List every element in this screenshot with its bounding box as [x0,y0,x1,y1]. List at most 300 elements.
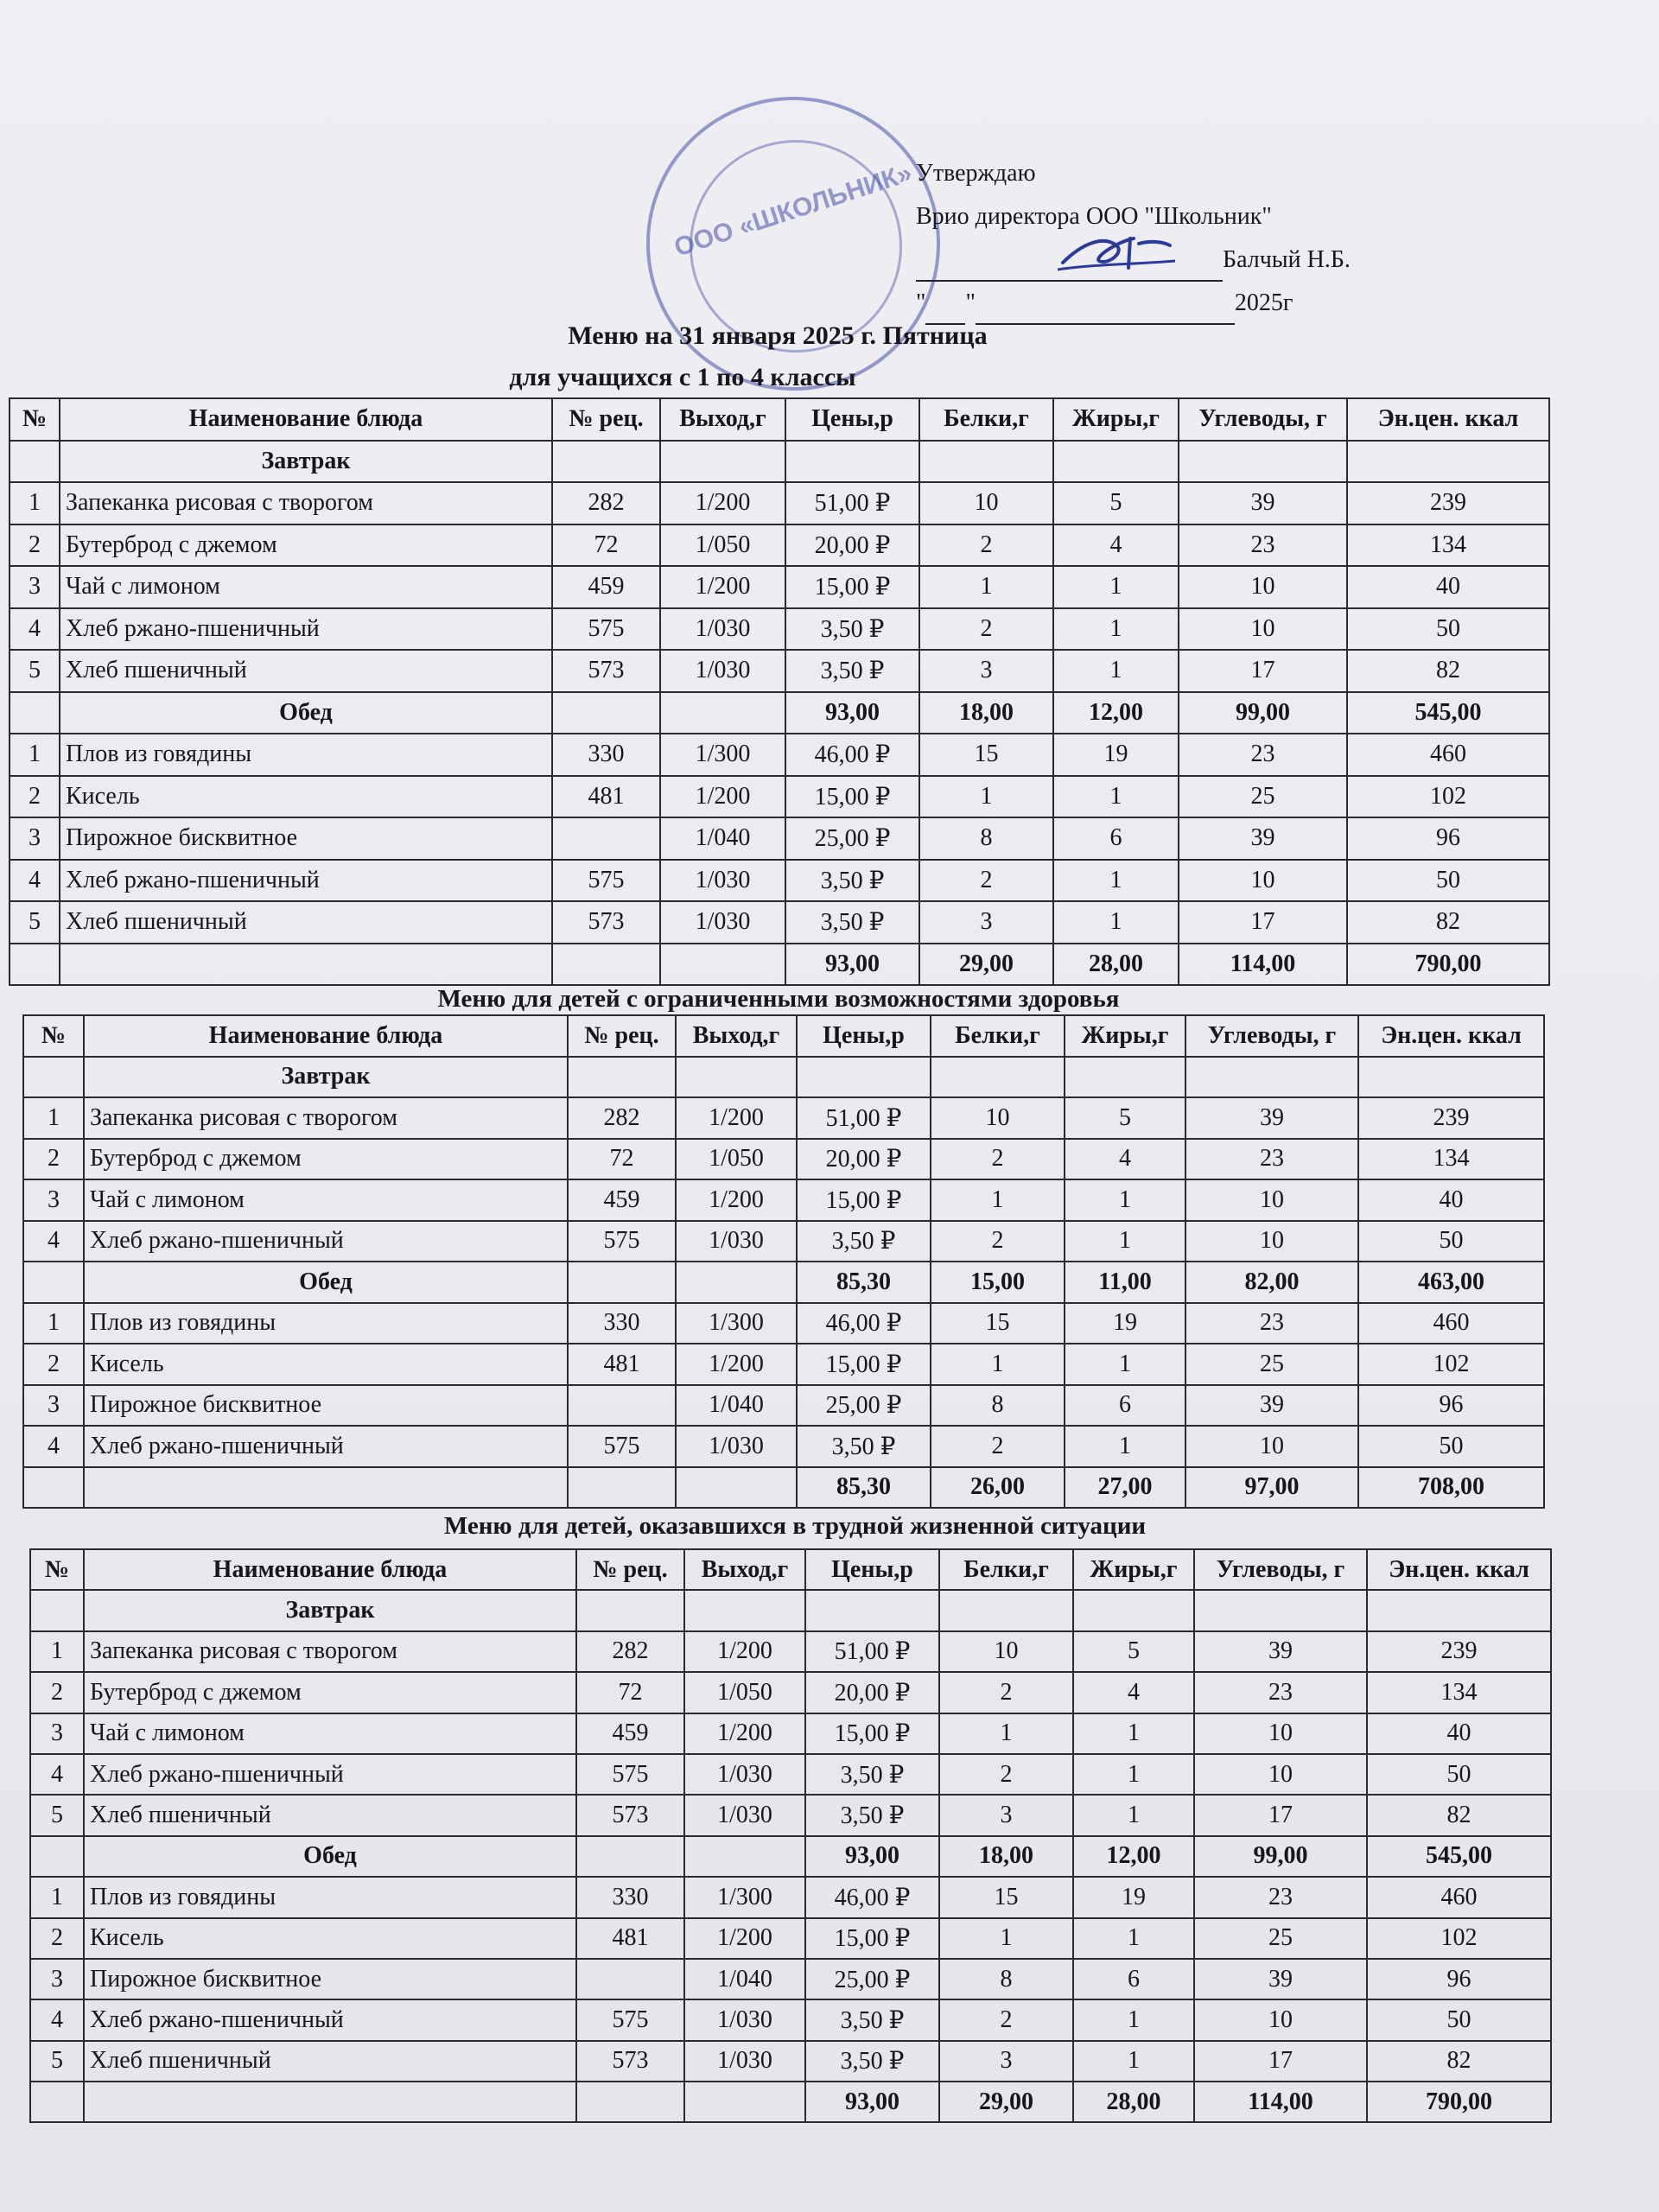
header-cell-carb: Углеводы, г [1194,1549,1367,1590]
cell-name: Плов из говядины [84,1877,576,1917]
cell-prot: 2 [939,1672,1073,1713]
cell-out: 1/030 [660,860,785,902]
total-carb: 114,00 [1179,944,1347,986]
total-num-cell [10,944,60,986]
table-row [23,1139,1544,1180]
cell-rec [576,1959,684,1999]
table-row [23,1426,1544,1467]
cell-carb: 25 [1194,1918,1367,1959]
cell-prot: 15 [931,1303,1065,1344]
cell-n: 4 [30,1754,84,1795]
total-kcal: 790,00 [1347,944,1549,986]
cell-prot: 8 [939,1959,1073,1999]
section-num-cell [30,1590,84,1630]
total-row [30,2082,1551,2122]
cell-price: 15,00 ₽ [785,566,919,608]
cell-n: 3 [10,817,60,860]
total-fat: 27,00 [1065,1467,1185,1509]
cell-kcal: 96 [1347,817,1549,860]
cell-out: 1/040 [660,817,785,860]
cell-rec: 573 [576,1795,684,1835]
cell-name: Кисель [60,776,552,818]
cell-out: 1/050 [676,1139,797,1180]
cell-name: Чай с лимоном [60,566,552,608]
cell-fat: 1 [1053,608,1179,651]
section-total-prot [919,441,1053,483]
total-price: 93,00 [805,2082,939,2122]
cell-fat: 19 [1053,734,1179,776]
header-cell-carb: Углеводы, г [1179,398,1347,441]
cell-prot: 2 [919,860,1053,902]
cell-fat: 6 [1073,1959,1194,1999]
cell-n: 2 [23,1344,84,1385]
cell-name: Пирожное бисквитное [60,817,552,860]
section-label: Завтрак [84,1057,568,1098]
section-total-kcal [1358,1057,1544,1098]
approval-date-line [916,282,1351,325]
cell-out: 1/050 [684,1672,805,1713]
cell-name: Чай с лимоном [84,1713,576,1754]
header-cell-prot: Белки,г [931,1015,1065,1057]
cell-rec: 575 [576,1754,684,1795]
cell-fat: 1 [1053,566,1179,608]
section-total-kcal: 545,00 [1367,1836,1551,1877]
cell-fat: 1 [1073,1795,1194,1835]
total-fat: 28,00 [1053,944,1179,986]
section-row-lunch [30,1836,1551,1877]
cell-name: Хлеб пшеничный [84,2041,576,2082]
menu-table-main [9,397,1550,986]
cell-prot: 10 [931,1097,1065,1139]
cell-name: Запеканка рисовая с творогом [84,1097,568,1139]
cell-carb: 23 [1194,1877,1367,1917]
cell-fat: 1 [1073,1713,1194,1754]
cell-price: 46,00 ₽ [797,1303,931,1344]
cell-name: Запеканка рисовая с творогом [60,482,552,524]
total-name-cell [60,944,552,986]
cell-kcal: 134 [1358,1139,1544,1180]
section-total-fat [1065,1057,1185,1098]
cell-fat: 6 [1065,1385,1185,1427]
header-cell-prot: Белки,г [919,398,1053,441]
cell-out: 1/300 [684,1877,805,1917]
cell-rec: 72 [568,1139,676,1180]
section-num-cell [23,1057,84,1098]
cell-price: 20,00 ₽ [797,1139,931,1180]
section-total-fat [1053,441,1179,483]
cell-out: 1/030 [684,1754,805,1795]
table-row [30,2041,1551,2082]
cell-n: 3 [30,1713,84,1754]
table-row [30,1877,1551,1917]
total-row [10,944,1549,986]
header-cell-price: Цены,р [797,1015,931,1057]
cell-n: 4 [23,1221,84,1262]
cell-kcal: 102 [1367,1918,1551,1959]
cell-fat: 1 [1073,1999,1194,2040]
cell-kcal: 239 [1367,1631,1551,1672]
total-row [23,1467,1544,1509]
section-total-carb [1194,1590,1367,1630]
section-total-kcal [1347,441,1549,483]
date-month-underline [976,294,1235,325]
cell-out: 1/200 [660,776,785,818]
table-row [10,566,1549,608]
table-row [30,1672,1551,1713]
header-cell-name: Наименование блюда [84,1549,576,1590]
header-cell-name: Наименование блюда [60,398,552,441]
cell-name: Бутерброд с джемом [60,524,552,567]
cell-name: Пирожное бисквитное [84,1385,568,1427]
cell-rec: 330 [552,734,660,776]
cell-carb: 17 [1194,2041,1367,2082]
cell-rec: 459 [568,1179,676,1221]
total-price: 93,00 [785,944,919,986]
cell-kcal: 40 [1367,1713,1551,1754]
cell-carb: 23 [1194,1672,1367,1713]
cell-rec: 330 [568,1303,676,1344]
cell-name: Хлеб пшеничный [84,1795,576,1835]
cell-carb: 39 [1194,1631,1367,1672]
cell-rec: 330 [576,1877,684,1917]
total-carb: 114,00 [1194,2082,1367,2122]
cell-out: 1/030 [676,1221,797,1262]
cell-carb: 10 [1185,1179,1358,1221]
section-total-prot: 18,00 [919,692,1053,734]
cell-kcal: 40 [1347,566,1549,608]
section-total-carb: 82,00 [1185,1262,1358,1303]
cell-rec: 481 [568,1344,676,1385]
cell-kcal: 102 [1347,776,1549,818]
cell-n: 1 [23,1303,84,1344]
header-cell-kcal: Эн.цен. ккал [1367,1549,1551,1590]
cell-carb: 10 [1185,1426,1358,1467]
cell-name: Хлеб ржано-пшеничный [84,1221,568,1262]
cell-n: 3 [10,566,60,608]
section-rec-cell [568,1057,676,1098]
total-num-cell [23,1467,84,1509]
section-total-carb: 99,00 [1194,1836,1367,1877]
total-prot: 29,00 [939,2082,1073,2122]
cell-price: 15,00 ₽ [785,776,919,818]
section-out-cell [684,1836,805,1877]
cell-carb: 25 [1185,1344,1358,1385]
menu-table-disabled-title: Меню для детей с ограниченными возможностями здоровья [437,985,1120,1013]
header-cell-n: № [30,1549,84,1590]
header-cell-prot: Белки,г [939,1549,1073,1590]
cell-out: 1/040 [676,1385,797,1427]
cell-name: Плов из говядины [84,1303,568,1344]
cell-kcal: 239 [1347,482,1549,524]
cell-out: 1/040 [684,1959,805,1999]
section-rec-cell [552,441,660,483]
cell-n: 2 [23,1139,84,1180]
section-total-carb [1185,1057,1358,1098]
cell-n: 5 [10,901,60,944]
cell-n: 1 [30,1877,84,1917]
cell-carb: 39 [1179,482,1347,524]
cell-prot: 3 [919,650,1053,692]
cell-prot: 2 [931,1426,1065,1467]
cell-rec: 282 [568,1097,676,1139]
cell-name: Хлеб ржано-пшеничный [84,1999,576,2040]
table-row [23,1097,1544,1139]
cell-out: 1/050 [660,524,785,567]
cell-kcal: 460 [1358,1303,1544,1344]
section-total-fat: 12,00 [1053,692,1179,734]
cell-out: 1/030 [684,1999,805,2040]
section-rec-cell [568,1262,676,1303]
total-out-cell [684,2082,805,2122]
cell-fat: 1 [1065,1179,1185,1221]
cell-fat: 1 [1053,650,1179,692]
cell-n: 4 [10,860,60,902]
cell-rec: 72 [576,1672,684,1713]
header-cell-carb: Углеводы, г [1185,1015,1358,1057]
cell-kcal: 239 [1358,1097,1544,1139]
cell-rec [568,1385,676,1427]
cell-kcal: 50 [1358,1221,1544,1262]
cell-carb: 10 [1179,566,1347,608]
approval-position: Врио директора ООО "Школьник" [916,203,1272,230]
cell-price: 51,00 ₽ [805,1631,939,1672]
cell-n: 4 [30,1999,84,2040]
cell-carb: 10 [1194,1999,1367,2040]
cell-kcal: 82 [1367,1795,1551,1835]
cell-n: 3 [23,1385,84,1427]
table-row [23,1344,1544,1385]
section-total-price [785,441,919,483]
section-total-fat: 12,00 [1073,1836,1194,1877]
cell-rec: 575 [568,1426,676,1467]
cell-n: 5 [30,2041,84,2082]
cell-out: 1/200 [660,482,785,524]
cell-out: 1/030 [660,901,785,944]
menu-table-hardship [29,1548,1552,2123]
table-row [10,608,1549,651]
cell-rec: 573 [576,2041,684,2082]
cell-n: 3 [30,1959,84,1999]
section-total-carb: 99,00 [1179,692,1347,734]
cell-rec: 481 [576,1918,684,1959]
cell-n: 2 [10,524,60,567]
table-row [10,860,1549,902]
cell-fat: 1 [1073,1918,1194,1959]
cell-out: 1/200 [684,1631,805,1672]
cell-name: Хлеб пшеничный [60,650,552,692]
cell-prot: 1 [931,1344,1065,1385]
header-cell-fat: Жиры,г [1053,398,1179,441]
cell-out: 1/030 [660,650,785,692]
cell-n: 3 [23,1179,84,1221]
cell-price: 3,50 ₽ [785,901,919,944]
cell-fat: 5 [1065,1097,1185,1139]
cell-prot: 1 [931,1179,1065,1221]
cell-out: 1/200 [684,1713,805,1754]
section-total-price [805,1590,939,1630]
date-quote-close: " [965,289,976,316]
cell-carb: 10 [1179,860,1347,902]
total-kcal: 790,00 [1367,2082,1551,2122]
cell-n: 1 [10,482,60,524]
cell-name: Хлеб ржано-пшеничный [84,1754,576,1795]
section-total-carb [1179,441,1347,483]
total-rec-cell [576,2082,684,2122]
cell-fat: 6 [1053,817,1179,860]
cell-prot: 2 [939,1999,1073,2040]
section-row-breakfast [23,1057,1544,1098]
cell-out: 1/030 [676,1426,797,1467]
section-label: Завтрак [60,441,552,483]
table-row [30,1713,1551,1754]
cell-carb: 39 [1185,1097,1358,1139]
total-out-cell [676,1467,797,1509]
cell-n: 1 [10,734,60,776]
cell-name: Плов из говядины [60,734,552,776]
cell-n: 2 [30,1918,84,1959]
cell-prot: 1 [939,1713,1073,1754]
section-out-cell [660,692,785,734]
cell-name: Хлеб пшеничный [60,901,552,944]
total-carb: 97,00 [1185,1467,1358,1509]
approval-year: 2025г [1234,289,1294,316]
cell-out: 1/030 [684,2041,805,2082]
cell-price: 3,50 ₽ [785,860,919,902]
cell-rec: 573 [552,901,660,944]
header-cell-price: Цены,р [785,398,919,441]
cell-out: 1/200 [660,566,785,608]
section-out-cell [684,1590,805,1630]
header-cell-rec: № рец. [576,1549,684,1590]
table-row [10,776,1549,818]
total-fat: 28,00 [1073,2082,1194,2122]
table-row [10,734,1549,776]
cell-kcal: 50 [1367,1754,1551,1795]
cell-prot: 2 [919,608,1053,651]
cell-carb: 39 [1179,817,1347,860]
cell-price: 3,50 ₽ [805,1999,939,2040]
approval-signer: Балчый Н.Б. [1223,246,1351,273]
section-row-lunch [23,1262,1544,1303]
cell-carb: 17 [1179,650,1347,692]
table-row [10,650,1549,692]
cell-price: 3,50 ₽ [797,1221,931,1262]
cell-fat: 1 [1053,860,1179,902]
approval-approve: Утверждаю [916,160,1036,187]
section-total-kcal [1367,1590,1551,1630]
section-rec-cell [552,692,660,734]
cell-prot: 2 [931,1221,1065,1262]
cell-kcal: 50 [1367,1999,1551,2040]
cell-fat: 1 [1065,1426,1185,1467]
cell-carb: 23 [1185,1303,1358,1344]
section-label: Обед [84,1836,576,1877]
cell-carb: 10 [1185,1221,1358,1262]
section-total-prot: 15,00 [931,1262,1065,1303]
cell-out: 1/200 [676,1097,797,1139]
section-row-breakfast [10,441,1549,483]
cell-name: Хлеб ржано-пшеничный [60,860,552,902]
cell-out: 1/200 [676,1344,797,1385]
total-price: 85,30 [797,1467,931,1509]
table-row [10,901,1549,944]
cell-price: 15,00 ₽ [797,1344,931,1385]
table-row [23,1385,1544,1427]
cell-kcal: 82 [1347,650,1549,692]
cell-kcal: 82 [1347,901,1549,944]
cell-name: Хлеб ржано-пшеничный [60,608,552,651]
cell-n: 1 [30,1631,84,1672]
section-total-prot [931,1057,1065,1098]
cell-kcal: 96 [1367,1959,1551,1999]
cell-fat: 4 [1053,524,1179,567]
cell-rec: 575 [576,1999,684,2040]
cell-rec: 459 [576,1713,684,1754]
section-out-cell [676,1262,797,1303]
cell-kcal: 50 [1347,860,1549,902]
cell-price: 15,00 ₽ [805,1918,939,1959]
cell-price: 25,00 ₽ [797,1385,931,1427]
cell-fat: 5 [1073,1631,1194,1672]
cell-fat: 1 [1053,901,1179,944]
cell-out: 1/200 [684,1918,805,1959]
stamp-center-text: ООО «ШКОЛЬНИК» [671,158,916,263]
cell-carb: 23 [1185,1139,1358,1180]
cell-name: Бутерброд с джемом [84,1672,576,1713]
menu-subtitle: для учащихся с 1 по 4 классы [509,363,856,391]
header-cell-fat: Жиры,г [1073,1549,1194,1590]
cell-kcal: 96 [1358,1385,1544,1427]
section-num-cell [10,692,60,734]
header-cell-kcal: Эн.цен. ккал [1347,398,1549,441]
cell-price: 51,00 ₽ [785,482,919,524]
cell-prot: 3 [939,2041,1073,2082]
total-name-cell [84,1467,568,1509]
cell-rec: 481 [552,776,660,818]
cell-price: 25,00 ₽ [805,1959,939,1999]
cell-rec: 72 [552,524,660,567]
section-total-price: 93,00 [785,692,919,734]
cell-price: 3,50 ₽ [785,608,919,651]
cell-rec: 575 [552,860,660,902]
cell-carb: 10 [1194,1713,1367,1754]
cell-price: 3,50 ₽ [797,1426,931,1467]
cell-kcal: 460 [1347,734,1549,776]
section-total-price: 85,30 [797,1262,931,1303]
cell-rec: 282 [576,1631,684,1672]
cell-price: 3,50 ₽ [805,2041,939,2082]
cell-prot: 3 [919,901,1053,944]
table-row [23,1179,1544,1221]
cell-rec: 282 [552,482,660,524]
cell-rec [552,817,660,860]
cell-rec: 575 [568,1221,676,1262]
menu-title: Меню на 31 января 2025 г. Пятница [568,321,988,350]
cell-carb: 39 [1185,1385,1358,1427]
cell-kcal: 134 [1347,524,1549,567]
cell-out: 1/030 [684,1795,805,1835]
cell-n: 2 [30,1672,84,1713]
table-row [10,817,1549,860]
table-row [30,1918,1551,1959]
section-total-fat [1073,1590,1194,1630]
section-rec-cell [576,1590,684,1630]
table-row [30,1631,1551,1672]
cell-fat: 5 [1053,482,1179,524]
cell-prot: 10 [939,1631,1073,1672]
section-total-kcal: 545,00 [1347,692,1549,734]
section-out-cell [676,1057,797,1098]
